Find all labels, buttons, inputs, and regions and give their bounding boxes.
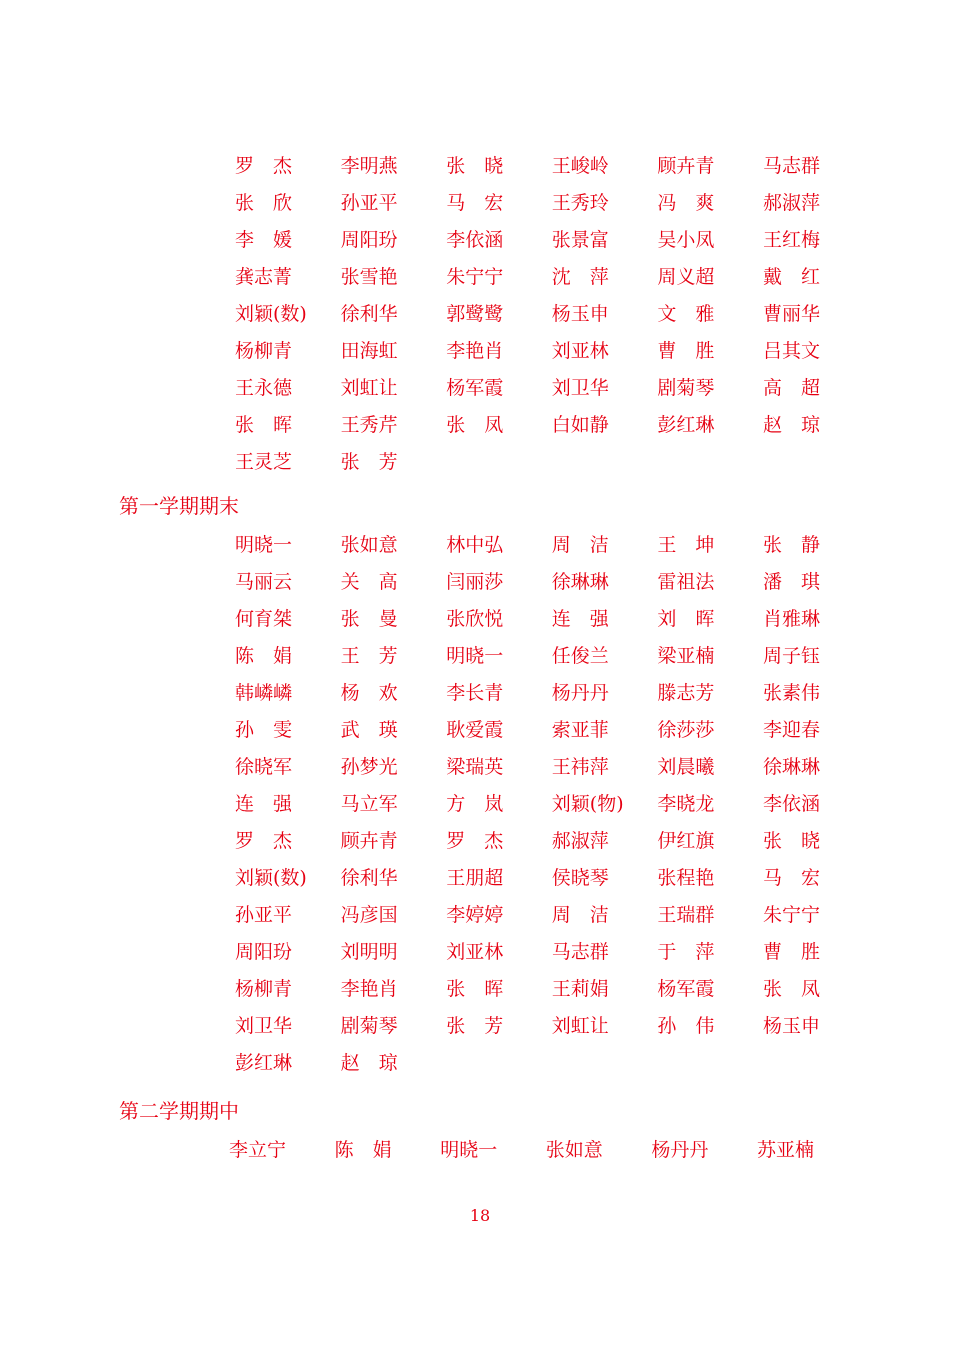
- name-entry: 肖雅琳: [762, 608, 820, 630]
- name-entry: 张 芳: [446, 1015, 504, 1037]
- name-entry: 白如静: [551, 414, 609, 436]
- name-entry: 戴 红: [762, 266, 820, 288]
- section-heading-second-semester-midterm: 第二学期期中: [119, 1099, 239, 1123]
- name-entry: 李依涵: [762, 793, 820, 815]
- name-entry: 杨柳青: [235, 978, 293, 1000]
- name-entry: 李艳肖: [446, 340, 504, 362]
- name-entry: 张 芳: [340, 451, 398, 473]
- name-entry: 高 超: [762, 377, 820, 399]
- name-entry: 刘卫华: [235, 1015, 293, 1037]
- name-entry: 剧菊琴: [657, 377, 715, 399]
- name-entry: 朱宁宁: [446, 266, 504, 288]
- name-entry: 王 坤: [657, 534, 715, 556]
- name-entry: 李迎春: [762, 719, 820, 741]
- name-entry: 郭鹭鹭: [446, 303, 504, 325]
- name-entry: 郝淑萍: [762, 192, 820, 214]
- name-entry: 杨丹丹: [651, 1139, 709, 1161]
- name-entry: 于 萍: [657, 941, 715, 963]
- name-entry: 索亚菲: [551, 719, 609, 741]
- name-list-continued: [235, 152, 869, 485]
- name-entry: 张 欣: [235, 192, 293, 214]
- name-entry: 林中弘: [446, 534, 504, 556]
- name-entry: 杨丹丹: [551, 682, 609, 704]
- name-entry: 张素伟: [762, 682, 820, 704]
- name-list-first-semester-final: [235, 531, 869, 1086]
- name-entry: 王永德: [235, 377, 293, 399]
- name-entry: 张 晖: [235, 414, 293, 436]
- name-entry: 陈 娟: [334, 1139, 392, 1161]
- name-entry: 王灵芝: [235, 451, 293, 473]
- name-entry: 侯晓琴: [551, 867, 609, 889]
- name-entry: 马 宏: [762, 867, 820, 889]
- name-entry: 王朋超: [446, 867, 504, 889]
- name-entry: 赵 琼: [340, 1052, 398, 1074]
- name-entry: 王秀玲: [551, 192, 609, 214]
- name-entry: 顾卉青: [657, 155, 715, 177]
- name-entry: 周 洁: [551, 904, 609, 926]
- name-entry: 刘颖(物): [551, 793, 624, 815]
- name-entry: 吕其文: [762, 340, 820, 362]
- name-entry: 杨玉申: [551, 303, 609, 325]
- name-entry: 李立宁: [229, 1139, 287, 1161]
- name-entry: 武 瑛: [340, 719, 398, 741]
- name-entry: 周义超: [657, 266, 715, 288]
- name-entry: 王峻岭: [551, 155, 609, 177]
- name-entry: 连 强: [551, 608, 609, 630]
- name-entry: 刘虹让: [340, 377, 398, 399]
- name-entry: 滕志芳: [657, 682, 715, 704]
- name-entry: 张程艳: [657, 867, 715, 889]
- name-entry: 剧菊琴: [340, 1015, 398, 1037]
- name-entry: 曹 胜: [657, 340, 715, 362]
- name-entry: 文 雅: [657, 303, 715, 325]
- name-entry: 周阳玢: [340, 229, 398, 251]
- name-entry: 孙亚平: [340, 192, 398, 214]
- name-entry: 曹 胜: [762, 941, 820, 963]
- name-entry: 张 晖: [446, 978, 504, 1000]
- name-entry: 刘虹让: [551, 1015, 609, 1037]
- name-entry: 王红梅: [762, 229, 820, 251]
- name-entry: 连 强: [235, 793, 293, 815]
- name-entry: 冯彦国: [340, 904, 398, 926]
- name-entry: 孙 雯: [235, 719, 293, 741]
- name-entry: 耿爱霞: [446, 719, 504, 741]
- name-entry: 杨玉申: [762, 1015, 820, 1037]
- page-number: 18: [469, 1206, 491, 1225]
- name-entry: 梁瑞英: [446, 756, 504, 778]
- name-entry: 张欣悦: [446, 608, 504, 630]
- name-entry: 张景富: [551, 229, 609, 251]
- name-entry: 伊红旗: [657, 830, 715, 852]
- name-entry: 明晓一: [235, 534, 293, 556]
- name-entry: 刘卫华: [551, 377, 609, 399]
- name-entry: 雷祖法: [657, 571, 715, 593]
- name-entry: 杨柳青: [235, 340, 293, 362]
- name-entry: 张 晓: [762, 830, 820, 852]
- name-entry: 李 媛: [235, 229, 293, 251]
- name-entry: 马 宏: [446, 192, 504, 214]
- name-entry: 李明燕: [340, 155, 398, 177]
- name-entry: 方 岚: [446, 793, 504, 815]
- name-entry: 徐利华: [340, 303, 398, 325]
- name-entry: 王莉娟: [551, 978, 609, 1000]
- name-entry: 冯 爽: [657, 192, 715, 214]
- name-entry: 梁亚楠: [657, 645, 715, 667]
- name-entry: 何育桀: [235, 608, 293, 630]
- name-entry: 沈 萍: [551, 266, 609, 288]
- name-entry: 李依涵: [446, 229, 504, 251]
- name-entry: 吴小凤: [657, 229, 715, 251]
- name-entry: 张 凤: [446, 414, 504, 436]
- name-entry: 马丽云: [235, 571, 293, 593]
- name-entry: 周 洁: [551, 534, 609, 556]
- name-entry: 明晓一: [446, 645, 504, 667]
- name-entry: 刘颖(数): [235, 303, 307, 325]
- name-entry: 张如意: [545, 1139, 603, 1161]
- name-entry: 李晓龙: [657, 793, 715, 815]
- name-entry: 孙亚平: [235, 904, 293, 926]
- name-entry: 刘颖(数): [235, 867, 307, 889]
- name-entry: 刘亚林: [551, 340, 609, 362]
- name-entry: 任俊兰: [551, 645, 609, 667]
- name-entry: 闫丽莎: [446, 571, 504, 593]
- name-entry: 李婷婷: [446, 904, 504, 926]
- name-entry: 马志群: [762, 155, 820, 177]
- name-entry: 刘明明: [340, 941, 398, 963]
- name-entry: 周子钰: [762, 645, 820, 667]
- name-entry: 王 芳: [340, 645, 398, 667]
- name-entry: 刘亚林: [446, 941, 504, 963]
- name-entry: 徐琳琳: [551, 571, 609, 593]
- name-entry: 王祎萍: [551, 756, 609, 778]
- name-entry: 张 曼: [340, 608, 398, 630]
- name-entry: 张雪艳: [340, 266, 398, 288]
- name-entry: 朱宁宁: [762, 904, 820, 926]
- name-entry: 杨军霞: [657, 978, 715, 1000]
- name-entry: 徐莎莎: [657, 719, 715, 741]
- name-list-second-semester-midterm: [229, 1136, 863, 1173]
- name-entry: 孙 伟: [657, 1015, 715, 1037]
- name-entry: 孙梦光: [340, 756, 398, 778]
- name-entry: 张如意: [340, 534, 398, 556]
- name-entry: 顾卉青: [340, 830, 398, 852]
- name-entry: 田海虹: [340, 340, 398, 362]
- name-entry: 王瑞群: [657, 904, 715, 926]
- section-heading-first-semester-final: 第一学期期末: [119, 494, 239, 518]
- name-entry: 彭红琳: [657, 414, 715, 436]
- name-entry: 曹丽华: [762, 303, 820, 325]
- name-entry: 李艳肖: [340, 978, 398, 1000]
- name-entry: 杨军霞: [446, 377, 504, 399]
- name-entry: 龚志菁: [235, 266, 293, 288]
- name-entry: 张 静: [762, 534, 820, 556]
- name-entry: 刘晨曦: [657, 756, 715, 778]
- name-entry: 关 高: [340, 571, 398, 593]
- name-entry: 周阳玢: [235, 941, 293, 963]
- name-entry: 徐晓军: [235, 756, 293, 778]
- name-entry: 郝淑萍: [551, 830, 609, 852]
- name-entry: 张 凤: [762, 978, 820, 1000]
- name-entry: 刘 晖: [657, 608, 715, 630]
- name-entry: 马志群: [551, 941, 609, 963]
- name-entry: 罗 杰: [235, 830, 293, 852]
- name-entry: 明晓一: [440, 1139, 498, 1161]
- name-entry: 杨 欢: [340, 682, 398, 704]
- name-entry: 王秀芹: [340, 414, 398, 436]
- name-entry: 徐琳琳: [762, 756, 820, 778]
- name-entry: 苏亚楠: [756, 1139, 814, 1161]
- name-entry: 彭红琳: [235, 1052, 293, 1074]
- name-entry: 徐利华: [340, 867, 398, 889]
- name-entry: 韩嶙嶙: [235, 682, 293, 704]
- name-entry: 李长青: [446, 682, 504, 704]
- name-entry: 张 晓: [446, 155, 504, 177]
- name-entry: 赵 琼: [762, 414, 820, 436]
- name-entry: 陈 娟: [235, 645, 293, 667]
- name-entry: 罗 杰: [235, 155, 293, 177]
- name-entry: 罗 杰: [446, 830, 504, 852]
- name-entry: 潘 琪: [762, 571, 820, 593]
- name-entry: 马立军: [340, 793, 398, 815]
